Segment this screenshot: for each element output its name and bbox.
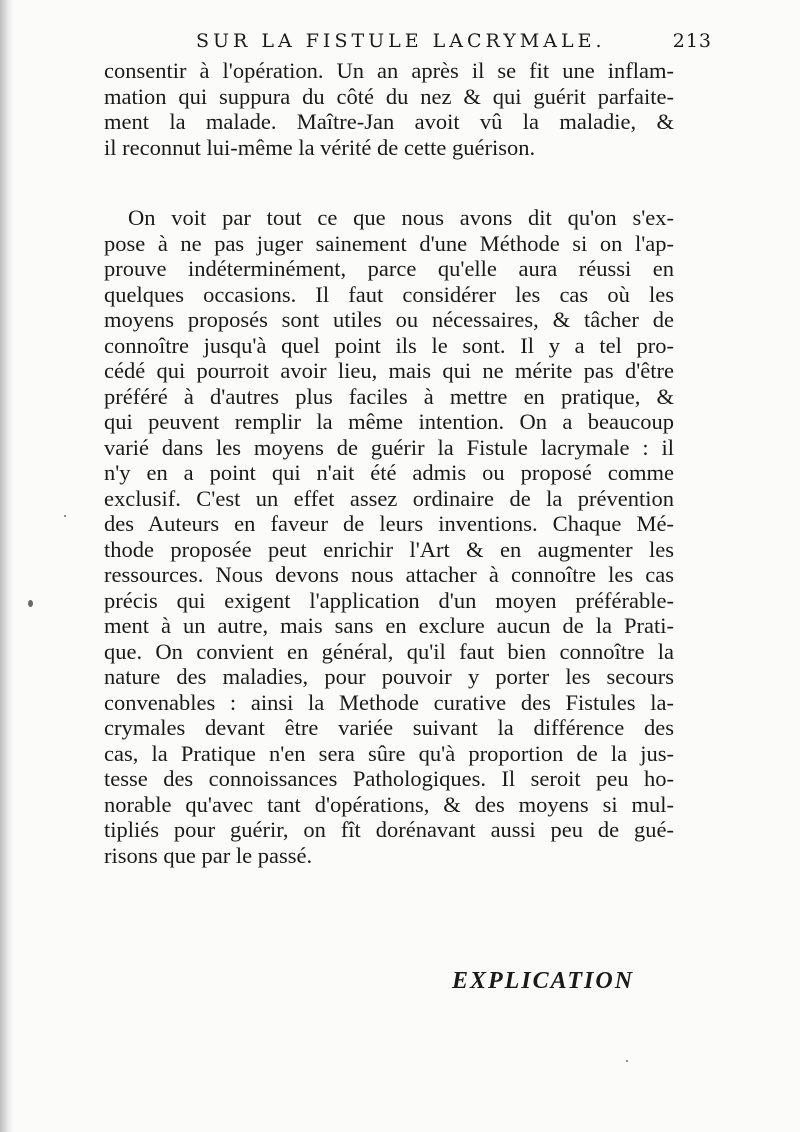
text-line: consentir à l'opération. Un an après il se fit une inflam-	[104, 58, 674, 83]
paragraph-main	[104, 205, 674, 868]
ink-speck	[28, 600, 33, 607]
text-line: préféré à d'autres plus faciles à mettre en pratique, &	[104, 383, 674, 409]
text-line: thode proposée peut enrichir l'Art & en augmenter les	[104, 536, 674, 562]
ink-speck	[626, 1060, 628, 1062]
running-title: SUR LA FISTULE LACRYMALE.	[196, 30, 606, 52]
text-line: il reconnut lui-même la vérité de cette guérison.	[104, 134, 536, 160]
text-line: tipliés pour guérir, on fît dorénavant aussi peu de gué-	[104, 817, 674, 842]
catchword: EXPLICATION	[452, 968, 635, 994]
page-number: 213	[672, 30, 712, 52]
text-line: moyens proposés sont utiles ou nécessaires, & tâcher de	[104, 307, 674, 332]
text-line: ressources. Nous devons nous attacher à connoître les cas	[104, 562, 674, 587]
text-line: nature des maladies, pour pouvoir y porter les secours	[104, 664, 674, 689]
page-gutter-shadow	[0, 0, 14, 1132]
text-line: tesse des connoissances Pathologiques. Il seroit peu ho-	[104, 766, 674, 791]
text-line: convenables : ainsi la Methode curative des Fistules la-	[104, 689, 674, 715]
text-line: crymales devant être variée suivant la différence des	[104, 715, 674, 740]
text-line: On voit par tout ce que nous avons dit qu'on s'ex-	[128, 205, 674, 230]
text-line: n'y en a point qui n'ait été admis ou proposé comme	[104, 460, 674, 485]
text-line: cas, la Pratique n'en sera sûre qu'à proportion de la jus-	[104, 740, 674, 766]
text-line: ment la malade. Maître-Jan avoit vû la maladie, &	[104, 109, 674, 134]
text-line: précis qui exigent l'application d'un moyen préférable-	[104, 587, 674, 613]
text-line: mation qui suppura du côté du nez & qui guérit parfaite-	[104, 83, 674, 109]
text-line: risons que par le passé.	[104, 842, 313, 868]
ink-speck	[64, 515, 66, 517]
page-header	[104, 28, 712, 54]
text-line: cédé qui pourroit avoir lieu, mais qui ne mérite pas d'être	[104, 358, 674, 383]
text-line: quelques occasions. Il faut considérer les cas où les	[104, 281, 674, 307]
text-line: varié dans les moyens de guérir la Fistule lacrymale : il	[104, 434, 674, 460]
text-line: qui peuvent remplir la même intention. On a beaucoup	[104, 409, 674, 434]
text-line: prouve indéterminément, parce qu'elle aura réussi en	[104, 256, 674, 281]
text-line: que. On convient en général, qu'il faut bien connoître la	[104, 638, 674, 664]
text-line: exclusif. C'est un effet assez ordinaire de la prévention	[104, 485, 674, 511]
text-line: norable qu'avec tant d'opérations, & des moyens si mul-	[104, 791, 674, 817]
text-line: connoître jusqu'à quel point ils le sont. Il y a tel pro-	[104, 332, 674, 358]
text-line: des Auteurs en faveur de leurs inventions. Chaque Mé-	[104, 511, 674, 536]
paragraph-continued	[104, 58, 674, 160]
text-line: ment à un autre, mais sans en exclure aucun de la Prati-	[104, 613, 674, 638]
text-line: pose à ne pas juger sainement d'une Méthode si on l'ap-	[104, 230, 674, 256]
